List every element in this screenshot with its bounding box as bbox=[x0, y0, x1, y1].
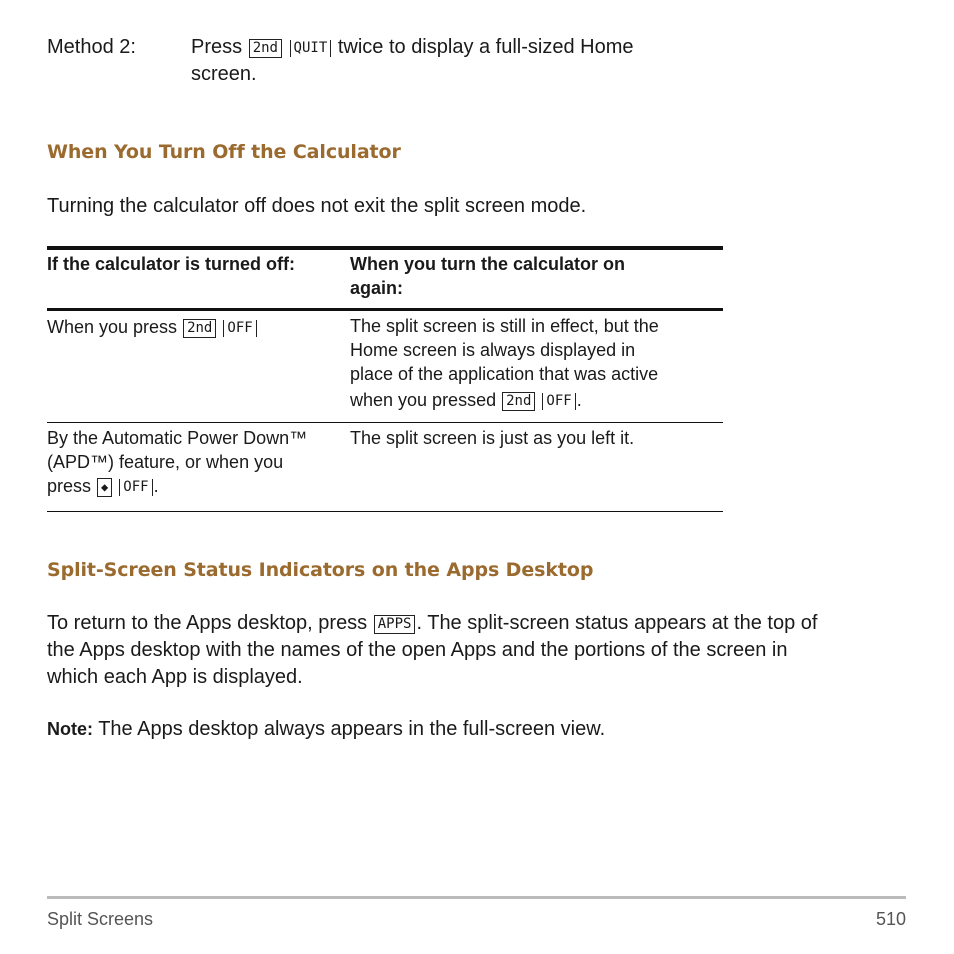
key-2nd: 2nd bbox=[502, 392, 535, 411]
section-heading-status: Split-Screen Status Indicators on the Apps Desktop bbox=[47, 559, 594, 581]
note bbox=[47, 716, 605, 743]
key-2nd: 2nd bbox=[249, 39, 282, 58]
row2-col1-line2: (APD™) feature, or when you bbox=[47, 452, 284, 472]
row1-col2-line4 bbox=[350, 388, 722, 412]
row1-col2-line3: place of the application that was active bbox=[350, 364, 659, 384]
section-heading-turn-off: When You Turn Off the Calculator bbox=[47, 141, 401, 163]
row1-col2-text: when you pressed bbox=[350, 390, 497, 410]
row2-col1-press: press bbox=[47, 476, 92, 496]
table-header-col2 bbox=[350, 252, 625, 300]
row2-col2: The split screen is just as you left it. bbox=[350, 428, 635, 448]
row2-col1-line3 bbox=[47, 474, 307, 498]
table-bottom-rule bbox=[47, 511, 723, 512]
row1-col1-text: When you press bbox=[47, 317, 178, 337]
para-line3: which each App is displayed. bbox=[47, 666, 303, 688]
footer-section: Split Screens bbox=[47, 909, 154, 929]
key-off: OFF bbox=[119, 479, 152, 496]
table-header-rule bbox=[47, 308, 723, 311]
table-top-rule bbox=[47, 246, 723, 250]
note-text: The Apps desktop always appears in the full-screen view. bbox=[98, 718, 606, 740]
row2-col1 bbox=[47, 426, 307, 498]
footer-rule bbox=[47, 896, 906, 899]
page-number: 510 bbox=[875, 909, 906, 929]
row1-col2-line1: The split screen is still in effect, but the bbox=[350, 316, 659, 336]
row1-col2-period: . bbox=[576, 390, 582, 410]
press-word: Press bbox=[191, 36, 243, 58]
table-header-col1: If the calculator is turned off: bbox=[47, 254, 296, 274]
key-off: OFF bbox=[542, 393, 575, 410]
row1-col1 bbox=[47, 315, 258, 339]
method-text: twice to display a full-sized Home bbox=[337, 36, 634, 58]
diamond-key-icon: ◆ bbox=[97, 478, 112, 497]
table-row-divider bbox=[47, 422, 723, 423]
para-start: To return to the Apps desktop, press bbox=[47, 612, 368, 634]
row2-col1-period: . bbox=[153, 476, 159, 496]
row2-col1-line1: By the Automatic Power Down™ bbox=[47, 428, 308, 448]
section2-paragraph bbox=[47, 610, 917, 691]
key-off: OFF bbox=[223, 320, 256, 337]
key-2nd: 2nd bbox=[183, 319, 216, 338]
para-line1-end: . The split-screen status appears at the top of bbox=[416, 612, 818, 634]
header-col2-line1: When you turn the calculator on bbox=[350, 254, 626, 274]
note-label: Note: bbox=[47, 719, 93, 739]
para-line1 bbox=[47, 610, 917, 637]
header-col2-line2: again: bbox=[350, 278, 404, 298]
method-line-2: screen. bbox=[191, 63, 257, 85]
key-quit: QUIT bbox=[290, 40, 332, 57]
key-apps: APPS bbox=[374, 615, 416, 634]
method-label: Method 2: bbox=[47, 36, 136, 58]
row1-col2-line2: Home screen is always displayed in bbox=[350, 340, 636, 360]
para-line2: the Apps desktop with the names of the open Apps and the portions of the screen in bbox=[47, 639, 788, 661]
row1-col2 bbox=[350, 314, 722, 412]
section-intro: Turning the calculator off does not exit the split screen mode. bbox=[47, 195, 587, 217]
method-line-1 bbox=[191, 34, 634, 61]
